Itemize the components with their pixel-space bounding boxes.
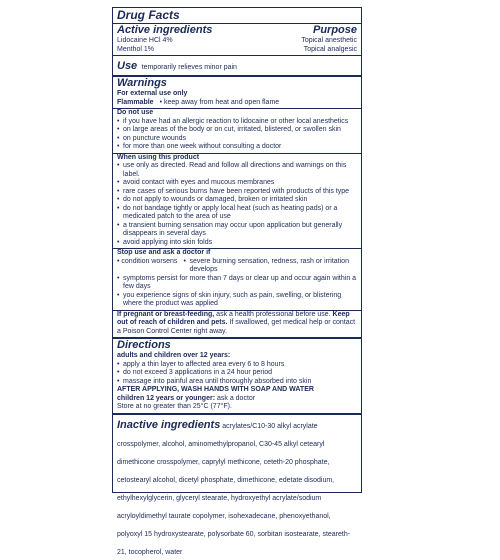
- keep-out-text: If swallowed, get medical help or contact a Poison Control Center right away.: [117, 319, 356, 335]
- directions-list: [117, 361, 357, 387]
- list-item: • avoid applying into skin folds: [117, 239, 357, 248]
- list-item: • do not apply to wounds or damaged, broken or irritated skin: [117, 196, 357, 205]
- active-name: Lidocaine HCl 4%: [117, 37, 173, 44]
- purpose-heading: Purpose: [312, 24, 357, 36]
- list-item: • massage into painful area until thoroughly absorbed into skin: [117, 378, 357, 387]
- drug-facts-panel: [112, 7, 362, 556]
- list-item: • do not exceed 3 applications in a 24 hour period: [117, 369, 357, 378]
- do-not-use-heading: Do not use: [117, 109, 154, 116]
- drug-facts-header: [113, 8, 361, 24]
- list-item: • apply a thin layer to affected area every 6 to 8 hours: [117, 361, 357, 370]
- directions-children: [117, 395, 357, 404]
- stop-use-heading: Stop use and ask a doctor if: [117, 249, 211, 256]
- flammable-row: Flammable • keep away from heat and open flame: [117, 98, 280, 106]
- active-row: [117, 46, 357, 55]
- warnings-heading: Warnings: [117, 77, 167, 89]
- directions-section: [113, 339, 361, 415]
- pregnancy-text: ask a health professional before use.: [214, 310, 331, 318]
- stop-use-pair-first: condition worsens: [121, 257, 178, 265]
- do-not-use-list: [117, 118, 357, 152]
- stop-use-section: [113, 249, 361, 311]
- active-ingredients-section: [113, 24, 361, 56]
- list-item: • for more than one week without consulting a doctor: [117, 143, 357, 152]
- stop-use-list: [117, 275, 357, 309]
- when-using-heading: When using this product: [117, 153, 200, 161]
- list-item: • do not bandage tightly or apply local heat (such as heating pads) or a medicated patch to the area of use: [117, 205, 357, 222]
- stop-use-pair-second: severe burning sensation, redness, rash or irritation develops: [189, 257, 349, 273]
- list-item: • on large areas of the body or on cut, irritated, blistered, or swollen skin: [117, 126, 357, 135]
- directions-after: AFTER APPLYING, WASH HANDS WITH SOAP AND WATER: [117, 386, 314, 393]
- pregnancy-bold: If pregnant or breast-feeding,: [117, 310, 215, 318]
- list-item: • if you have had an allergic reaction to lidocaine or other local anesthetics: [117, 118, 357, 127]
- when-using-section: [113, 154, 361, 250]
- external-use-text: For external use only: [117, 90, 188, 97]
- use-heading: Use: [117, 60, 138, 72]
- list-item: • you experience signs of skin injury, such as pain, swelling, or blistering where the product was applied: [117, 292, 357, 309]
- list-item: • on puncture wounds: [117, 135, 357, 144]
- list-item: • avoid contact with eyes and mucous membranes: [117, 179, 357, 188]
- active-name: Menthol 1%: [117, 45, 154, 53]
- drug-facts-title: Drug Facts: [117, 8, 180, 22]
- use-text: temporarily relieves minor pain: [141, 64, 237, 71]
- active-purpose: Topical anesthetic: [301, 37, 357, 44]
- use-section: [113, 56, 361, 77]
- when-using-list: [117, 162, 357, 247]
- children-text: ask a doctor: [215, 394, 256, 402]
- pregnancy-section: [113, 311, 361, 340]
- directions-adults: adults and children over 12 years:: [117, 352, 231, 359]
- list-item: • use only as directed. Read and follow all directions and warnings on this label.: [117, 162, 357, 179]
- inactive-text: acrylates/C10-30 alkyl acrylate crosspolymer, alcohol, aminomethylpropanol, C30-45 alkyl cetearyl dimethicone crosspolymer, caprylyl methicone, ceteth-20 phosphate, cetostearyl alcohol, dicetyl phosphate, dimethicone, edetate disodium, ethylhexylglycerin, glyceryl stearate, hydroxyethyl acrylate/sodium acryloyldimethyl taurate copolymer, isohexadecane, phenoxyethanol, polyoxyl 15 hydroxystearate, polysorbate 60, sorbitan isostearate, steareth-21, tocopherol, water: [117, 422, 351, 556]
- list-item: • a transient burning sensation may occur upon application but generally disappears in several days: [117, 222, 357, 239]
- do-not-use-section: [113, 109, 361, 154]
- active-ingredients-heading: Active ingredients: [117, 24, 213, 36]
- flammable-label: Flammable: [117, 98, 154, 106]
- active-row: [117, 37, 357, 46]
- children-bold: children 12 years or younger:: [117, 394, 216, 402]
- list-item: • symptoms persist for more than 7 days or clear up and occur again within a few days: [117, 275, 357, 292]
- list-item: • rare cases of serious burns have been reported with products of this type: [117, 188, 357, 197]
- directions-heading: Directions: [117, 339, 171, 351]
- warnings-section: [113, 77, 361, 109]
- store-text: Store at no greater than 25°C (77°F).: [117, 403, 232, 410]
- active-purpose: Topical analgesic: [303, 45, 357, 53]
- keep-out-bold: Keep out of reach of children and pets.: [117, 310, 350, 326]
- stop-use-pair: • condition worsens • severe burning sensation, redness, rash or irritation develops: [117, 257, 349, 273]
- flammable-text: keep away from heat and open flame: [163, 98, 280, 106]
- inactive-section: [113, 415, 361, 560]
- inactive-heading: Inactive ingredients: [117, 418, 221, 431]
